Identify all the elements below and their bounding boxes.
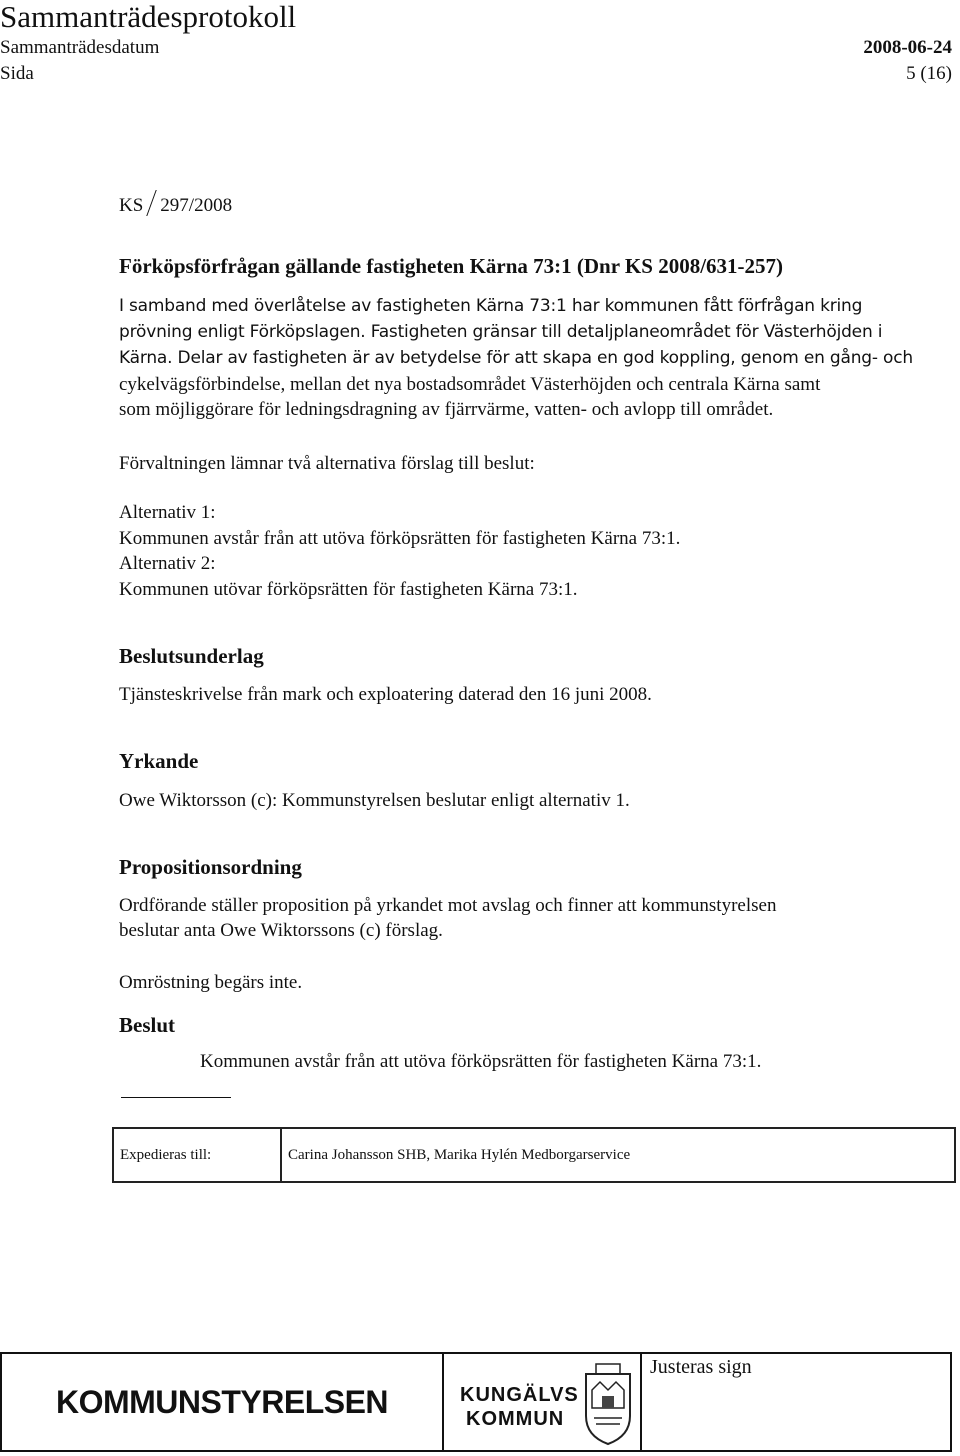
- intro-line-4: cykelvägsförbindelse, mellan det nya bostadsområdet Västerhöjden och centrala Kärna samt: [119, 374, 821, 395]
- approval-signature-field[interactable]: Justeras sign: [650, 1356, 752, 1378]
- document-title: Sammanträdesprotokoll: [0, 0, 297, 34]
- alternative-1-text: Kommunen avstår från att utöva förköpsrätten för fastigheten Kärna 73:1.: [119, 528, 681, 549]
- intro-line-2: prövning enligt Förköpslagen. Fastigheten gränsar till detaljplaneområdet för Västerhöjden i: [119, 322, 883, 342]
- case-number: [119, 190, 232, 218]
- yrkande-heading: Yrkande: [119, 749, 199, 773]
- item-heading: Förköpsförfrågan gällande fastigheten Kärna 73:1 (Dnr KS 2008/631-257): [119, 254, 784, 278]
- case-prefix: KS: [119, 195, 144, 216]
- slash-mark: [147, 190, 157, 216]
- beslutsunderlag-heading: Beslutsunderlag: [119, 644, 264, 668]
- intro-line-5: som möjliggörare för ledningsdragning av fjärrvärme, vatten- och avlopp till området.: [119, 399, 774, 420]
- distribution-box: [112, 1127, 956, 1183]
- municipality-logo: [444, 1354, 642, 1450]
- page-number: 5 (16): [906, 63, 952, 84]
- intro-line-3: Kärna. Delar av fastigheten är av betydelse för att skapa en god koppling, genom en gång- och: [119, 348, 913, 368]
- yrkande-text: Owe Wiktorsson (c): Kommunstyrelsen beslutar enligt alternativ 1.: [119, 790, 630, 811]
- distribution-label: Expedieras till:: [114, 1129, 282, 1181]
- coat-of-arms-icon: [582, 1360, 634, 1446]
- signature-rule: [121, 1097, 231, 1098]
- alternative-1-label: Alternativ 1:: [119, 502, 216, 523]
- page-number-row: [0, 63, 952, 85]
- alternative-2-text: Kommunen utövar förköpsrätten för fastigheten Kärna 73:1.: [119, 579, 578, 600]
- distribution-recipients: Carina Johansson SHB, Marika Hylén Medborgarservice: [288, 1146, 631, 1163]
- organization-name: KOMMUNSTYRELSEN: [2, 1354, 444, 1450]
- page-label: Sida: [0, 63, 34, 84]
- vote-note: Omröstning begärs inte.: [119, 972, 303, 993]
- meeting-date-row: [0, 37, 952, 59]
- logo-text-line-2: KOMMUN: [466, 1408, 565, 1430]
- beslut-text: Kommunen avstår från att utöva förköpsrätten för fastigheten Kärna 73:1.: [200, 1051, 762, 1072]
- meeting-date-value: 2008-06-24: [863, 37, 952, 58]
- intro-line-1: I samband med överlåtelse av fastigheten Kärna 73:1 har kommunen fått förfrågan kring: [119, 296, 863, 316]
- alternative-2-label: Alternativ 2:: [119, 553, 216, 574]
- page-footer: [0, 1352, 952, 1452]
- logo-text-line-1: KUNGÄLVS: [460, 1384, 579, 1406]
- propositionsordning-line-1: Ordförande ställer proposition på yrkandet mot avslag och finner att kommunstyrelsen: [119, 895, 777, 916]
- case-id: 297/2008: [160, 195, 233, 216]
- meeting-date-label: Sammanträdesdatum: [0, 37, 160, 58]
- beslut-heading: Beslut: [119, 1013, 176, 1037]
- propositionsordning-line-2: beslutar anta Owe Wiktorssons (c) förslag.: [119, 920, 443, 941]
- propositionsordning-heading: Propositionsordning: [119, 855, 302, 879]
- beslutsunderlag-text: Tjänsteskrivelse från mark och exploatering daterad den 16 juni 2008.: [119, 684, 652, 705]
- proposal-intro: Förvaltningen lämnar två alternativa förslag till beslut:: [119, 453, 535, 474]
